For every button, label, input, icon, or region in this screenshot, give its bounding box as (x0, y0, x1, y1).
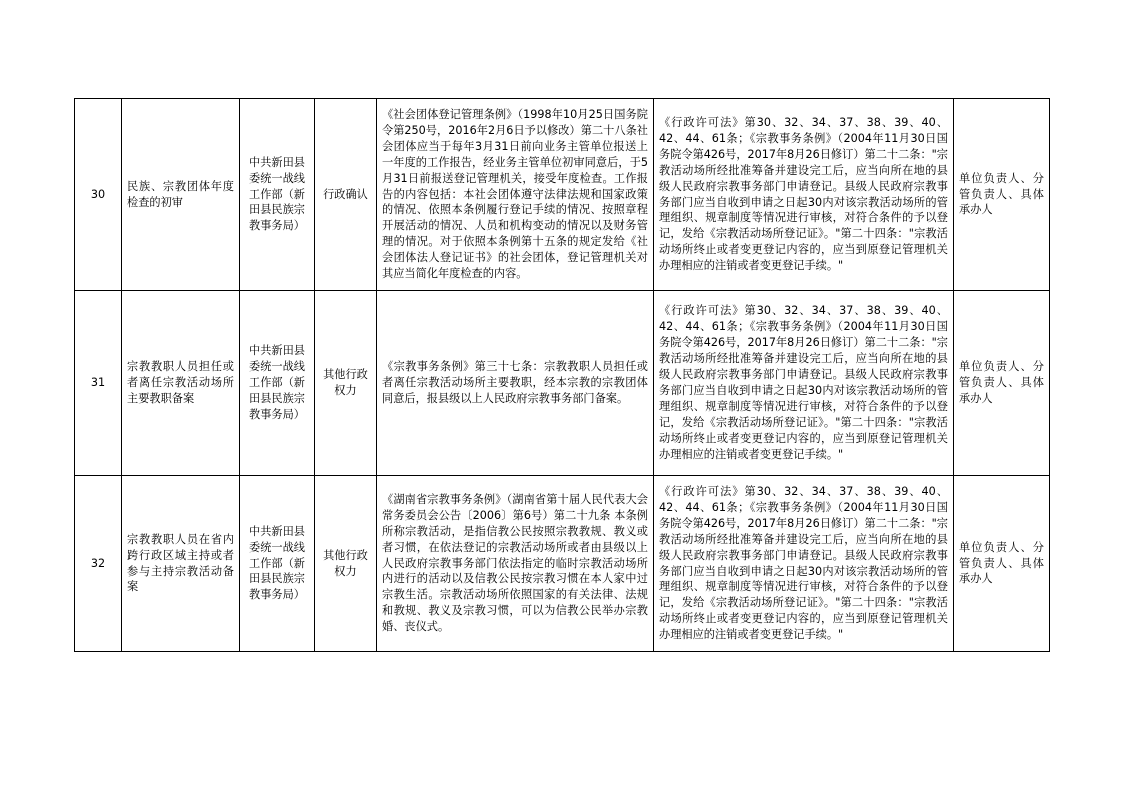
row-number: 30 (75, 99, 122, 291)
implementing-department: 中共新田县委统一战线工作部（新田县民族宗教事务局） (240, 99, 315, 291)
legal-basis: 《行政许可法》第30、32、34、37、38、39、40、42、44、61条；《宗教事务条例》（2004年11月30日国务院令第426号，2017年8月26日修订）第二十二条："宗教活动场所经批准筹备并建设完工后，应当向所在地的县级人民政府宗教事务部门申请登记。县级人民政府宗教事务部门应当自收到申请之日起30内对该宗教活动场所的管理组织、规章制度等情况进行审核，对符合条件的予以登记，发给《宗教活动场所登记证》。"第二十四条："宗教活动场所终止或者变更登记内容的，应当到原登记管理机关办理相应的注销或者变更登记手续。" (654, 476, 954, 652)
item-name: 宗教教职人员在省内跨行政区域主持或者参与主持宗教活动备案 (122, 476, 240, 652)
table-row (75, 291, 1050, 476)
item-name: 民族、宗教团体年度检查的初审 (122, 99, 240, 291)
power-type: 其他行政权力 (315, 291, 377, 476)
item-name: 宗教教职人员担任或者离任宗教活动场所主要教职备案 (122, 291, 240, 476)
power-type: 其他行政权力 (315, 476, 377, 652)
row-number: 31 (75, 291, 122, 476)
setting-basis: 《社会团体登记管理条例》（1998年10月25日国务院令第250号，2016年2月6日予以修改）第二十八条社会团体应当于每年3月31日前向业务主管单位报送上一年度的工作报告，经业务主管单位初审同意后，于5月31日前报送登记管理机关，接受年度检查。工作报告的内容包括：本社会团体遵守法律法规和国家政策的情况、依照本条例履行登记手续的情况、按照章程开展活动的情况、人员和机构变动的情况以及财务管理的情况。对于依照本条例第十五条的规定发给《社会团体法人登记证书》的社会团体，登记管理机关对其应当简化年度检查的内容。 (377, 99, 654, 291)
setting-basis: 《宗教事务条例》第三十七条：宗教教职人员担任或者离任宗教活动场所主要教职，经本宗教的宗教团体同意后，报县级以上人民政府宗教事务部门备案。 (377, 291, 654, 476)
table-row (75, 99, 1050, 291)
responsible-persons: 单位负责人、分管负责人、具体承办人 (954, 99, 1050, 291)
row-number: 32 (75, 476, 122, 652)
implementing-department: 中共新田县委统一战线工作部（新田县民族宗教事务局） (240, 291, 315, 476)
responsible-persons: 单位负责人、分管负责人、具体承办人 (954, 476, 1050, 652)
power-type: 行政确认 (315, 99, 377, 291)
setting-basis: 《湖南省宗教事务条例》（湖南省第十届人民代表大会常务委员会公告〔2006〕第6号）第二十九条 本条例所称宗教活动，是指信教公民按照宗教教规、教义或者习惯，在依法登记的宗教活动场所或者由县级以上人民政府宗教事务部门依法指定的临时宗教活动场所内进行的活动以及信教公民按宗教习惯在本人家中过宗教生活。宗教活动场所依照国家的有关法律、法规和教规、教义及宗教习惯，可以为信教公民举办宗教婚、丧仪式。 (377, 476, 654, 652)
responsible-persons: 单位负责人、分管负责人、具体承办人 (954, 291, 1050, 476)
implementing-department: 中共新田县委统一战线工作部（新田县民族宗教事务局） (240, 476, 315, 652)
legal-basis: 《行政许可法》第30、32、34、37、38、39、40、42、44、61条；《宗教事务条例》（2004年11月30日国务院令第426号，2017年8月26日修订）第二十二条："宗教活动场所经批准筹备并建设完工后，应当向所在地的县级人民政府宗教事务部门申请登记。县级人民政府宗教事务部门应当自收到申请之日起30内对该宗教活动场所的管理组织、规章制度等情况进行审核，对符合条件的予以登记，发给《宗教活动场所登记证》。"第二十四条："宗教活动场所终止或者变更登记内容的，应当到原登记管理机关办理相应的注销或者变更登记手续。" (654, 291, 954, 476)
legal-basis: 《行政许可法》第30、32、34、37、38、39、40、42、44、61条；《宗教事务条例》（2004年11月30日国务院令第426号，2017年8月26日修订）第二十二条："宗教活动场所经批准筹备并建设完工后，应当向所在地的县级人民政府宗教事务部门申请登记。县级人民政府宗教事务部门应当自收到申请之日起30内对该宗教活动场所的管理组织、规章制度等情况进行审核，对符合条件的予以登记，发给《宗教活动场所登记证》。"第二十四条："宗教活动场所终止或者变更登记内容的，应当到原登记管理机关办理相应的注销或者变更登记手续。" (654, 99, 954, 291)
power-items-table (74, 98, 1050, 652)
table-row (75, 476, 1050, 652)
